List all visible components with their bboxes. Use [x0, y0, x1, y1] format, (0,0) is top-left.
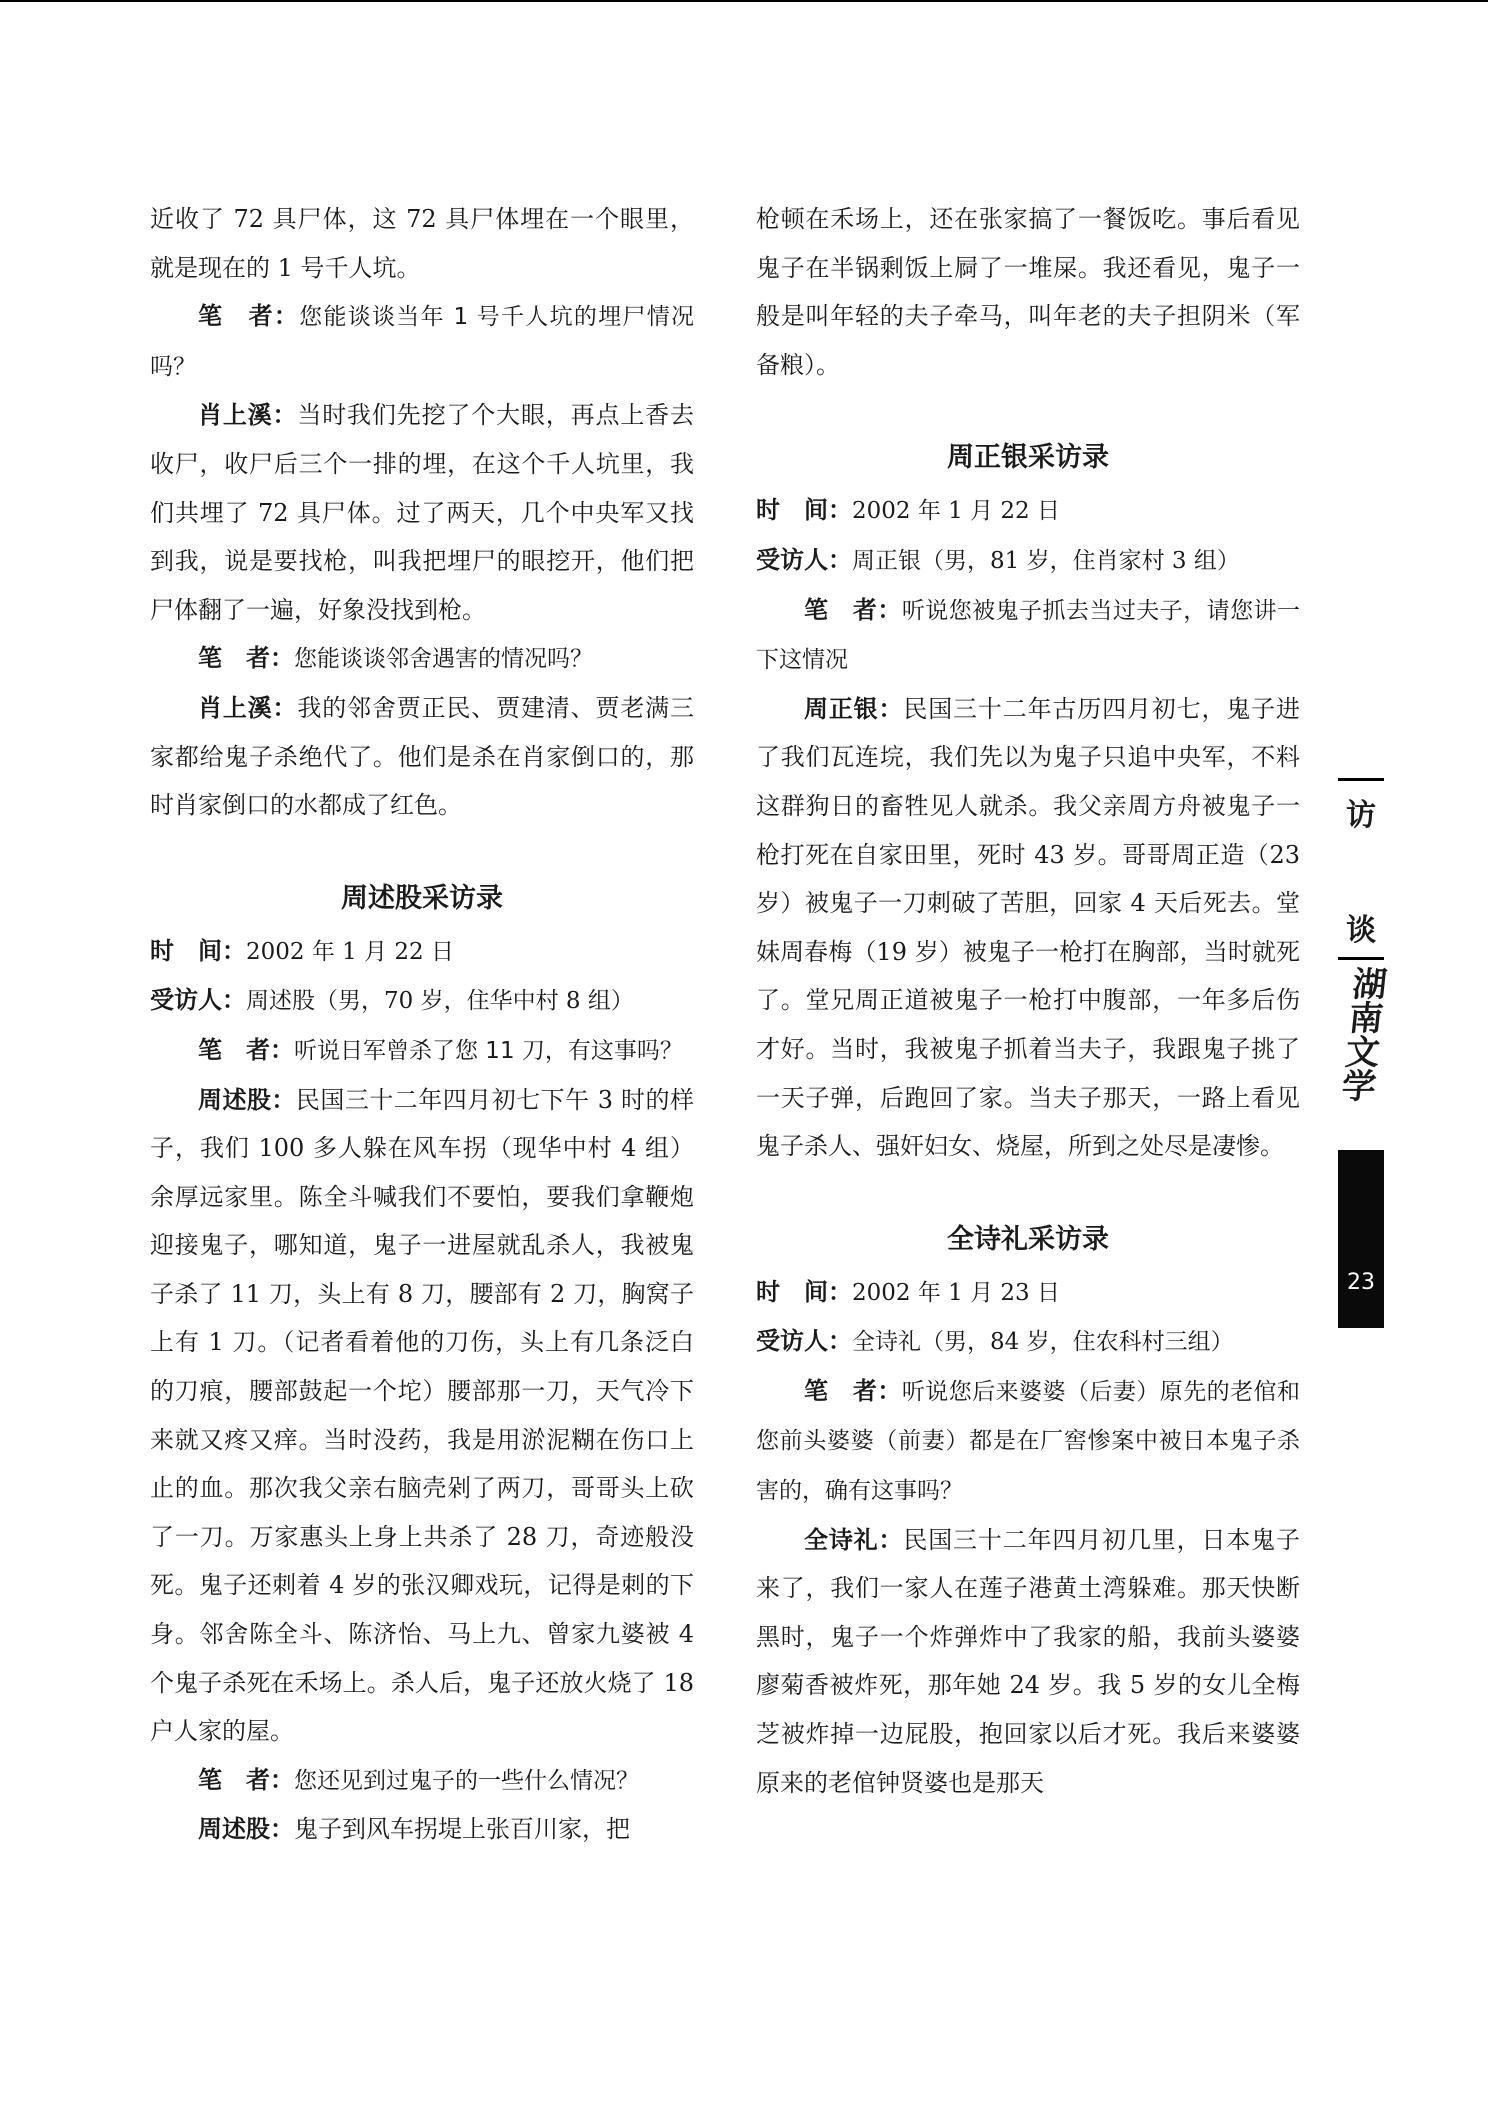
speaker-label: 全诗礼： [804, 1525, 904, 1554]
interviewee-answer [756, 685, 1300, 1171]
speech-text: 您还见到过鬼子的一些什么情况？ [294, 1767, 639, 1794]
speaker-label: 笔 者： [198, 644, 294, 673]
speaker-label: 肖上溪： [198, 401, 298, 430]
interview-meta-line [150, 976, 694, 1026]
speech-text: 民国三十二年四月初几里，日本鬼子来了，我们一家人在莲子港黄土湾躲难。那天快断黑时，鬼子一个炸弹炸中了我家的船，我前头婆婆廖菊香被炸死，那年她 24 岁。我 5 岁的女儿全梅芝被炸掉一边屁股，抱回家以后才死。我后来婆婆原来的老倌钟贤婆也是那天 [756, 1525, 1301, 1797]
speech-text: 您能谈谈当年 1 号千人坑的埋尸情况吗？ [150, 304, 694, 380]
speech-text: 2002 年 1 月 23 日 [852, 1279, 1060, 1306]
speaker-label: 笔 者： [804, 1376, 902, 1405]
speech-text: 听说日军曾杀了您 11 刀，有这事吗？ [294, 1037, 683, 1064]
speaker-label: 受访人： [756, 1327, 852, 1356]
speech-text: 全诗礼（男，84 岁，住农科村三组） [852, 1329, 1234, 1356]
interviewee-answer [150, 1076, 694, 1756]
speaker-label: 笔 者： [198, 1035, 294, 1064]
continued-paragraph: 枪顿在禾场上，还在张家搞了一餐饭吃。事后看见鬼子在半锅剩饭上屙了一堆屎。我还看见，鬼子一般是叫年轻的夫子牵马，叫年老的夫子担阴米（军备粮）。 [756, 205, 1300, 379]
speaker-label: 时 间： [756, 496, 852, 525]
page-number-box [1338, 1150, 1384, 1328]
speech-text: 周正银（男，81 岁，住肖家村 3 组） [852, 547, 1240, 574]
speech-text: 民国三十二年古历四月初七，鬼子进了我们瓦连垸，我们先以为鬼子只追中央军，不料这群狗日的畜牲见人就杀。我父亲周方舟被鬼子一枪打死在自家田里，死时 43 岁。哥哥周正造（23 岁）被鬼子一刀刺破了苦胆，回家 4 天后死去。堂妹周春梅（19 岁）被鬼子一枪打在胸部，当时就死了。堂兄周正道被鬼子一枪打中腹部，一年多后伤才好。当时，我被鬼子抓着当夫子，我跟鬼子挑了一天子弹，后跑回了家。当夫子那天，一路上看见鬼子杀人、强奸妇女、烧屋，所到之处尽是凄惨。 [756, 694, 1301, 1161]
interviewee-answer [150, 684, 694, 830]
speech-text: 听说您后来婆婆（后妻）原先的老倌和您前头婆婆（前妻）都是在厂窖惨案中被日本鬼子杀害的，确有这事吗？ [756, 1378, 1301, 1505]
speech-text: 鬼子到风车拐堤上张百川家，把 [294, 1815, 630, 1844]
speaker-label: 周正银： [804, 694, 904, 723]
speaker-label: 笔 者： [198, 302, 300, 331]
speech-text: 2002 年 1 月 22 日 [246, 938, 454, 965]
speaker-label: 时 间： [150, 936, 246, 965]
speech-text: 民国三十二年四月初七下午 3 时的样子，我们 100 多人躲在风车拐（现华中村 4 组）余厚远家里。陈全斗喊我们不要怕，要我们拿鞭炮迎接鬼子，哪知道，鬼子一进屋就乱杀人，我被鬼子杀了 11 刀，头上有 8 刀，腰部有 2 刀，胸窝子上有 1 刀。（记者看着他的刀伤，头上有几条泛白的刀痕，腰部鼓起一个坨）腰部那一刀，天气冷下来就又疼又痒。当时没药，我是用淤泥糊在伤口上止的血。那次我父亲右脑壳剁了两刀，哥哥头上砍了一刀。万家惠头上身上共杀了 28 刀，奇迹般没死。鬼子还刺着 4 岁的张汉卿戏玩，记得是刺的下身。邻舍陈全斗、陈济怡、马上九、曾家九婆被 4 个鬼子杀死在禾场上。杀人后，鬼子还放火烧了 18 户人家的屋。 [150, 1085, 695, 1746]
magazine-logo [1331, 966, 1391, 1102]
interview-meta-line [756, 486, 1300, 536]
interview-meta-line [756, 536, 1300, 586]
right-column [756, 195, 1300, 1807]
interviewer-question [150, 634, 694, 684]
speaker-label: 周述股： [198, 1085, 296, 1114]
speaker-label: 受访人： [150, 986, 246, 1015]
section-title: 全诗礼采访录 [947, 1223, 1109, 1255]
speech-text: 我的邻舍贾正民、贾建清、贾老满三家都给鬼子杀绝代了。他们是杀在肖家倒口的，那时肖家倒口的水都成了红色。 [150, 693, 695, 820]
interviewer-question [756, 586, 1300, 685]
interviewer-question [150, 1756, 694, 1806]
interviewee-answer [756, 1516, 1300, 1808]
speech-text: 2002 年 1 月 22 日 [852, 498, 1060, 525]
sidebar-section-char-bottom: 谈 [1346, 913, 1376, 948]
speaker-label: 周述股： [198, 1815, 294, 1844]
speaker-label: 笔 者： [198, 1765, 294, 1794]
speech-text: 听说您被鬼子抓去当过夫子，请您讲一下这情况 [756, 597, 1301, 674]
sidebar-section-char-top: 访 [1346, 798, 1376, 833]
interviewer-question [150, 292, 694, 391]
interviewee-answer [150, 391, 694, 634]
section-title: 周述股采访录 [341, 882, 503, 914]
left-column [150, 195, 694, 1854]
speaker-label: 时 间： [756, 1277, 852, 1306]
interview-meta-line [756, 1317, 1300, 1367]
speaker-label: 笔 者： [804, 595, 902, 624]
speaker-label: 肖上溪： [198, 693, 298, 722]
sidebar-rule-bottom [1338, 957, 1384, 960]
continued-paragraph: 近收了 72 具尸体，这 72 具尸体埋在一个眼里，就是现在的 1 号千人坑。 [150, 205, 694, 282]
interview-meta-line [756, 1268, 1300, 1318]
speech-text: 当时我们先挖了个大眼，再点上香去收尸，收尸后三个一排的埋，在这个千人坑里，我们共埋了 72 具尸体。过了两天，几个中央军又找到我，说是要找枪，叫我把埋尸的眼挖开，他们把尸体翻了一遍，好象没找到枪。 [150, 401, 695, 624]
sidebar-rule-top [1338, 778, 1384, 781]
interviewer-question [756, 1367, 1300, 1516]
speech-text: 您能谈谈邻舍遇害的情况吗？ [294, 646, 593, 673]
interviewee-answer [150, 1805, 694, 1854]
interviewer-question [150, 1026, 694, 1076]
interview-meta-line [150, 927, 694, 977]
speech-text: 周述股（男，70 岁，住华中村 8 组） [246, 988, 634, 1015]
page-number: 23 [1347, 1270, 1375, 1295]
top-border-rule [0, 0, 1488, 2]
logo-text: 湖南文学 [1333, 966, 1389, 1102]
speaker-label: 受访人： [756, 545, 852, 574]
section-title: 周正银采访录 [947, 442, 1109, 474]
